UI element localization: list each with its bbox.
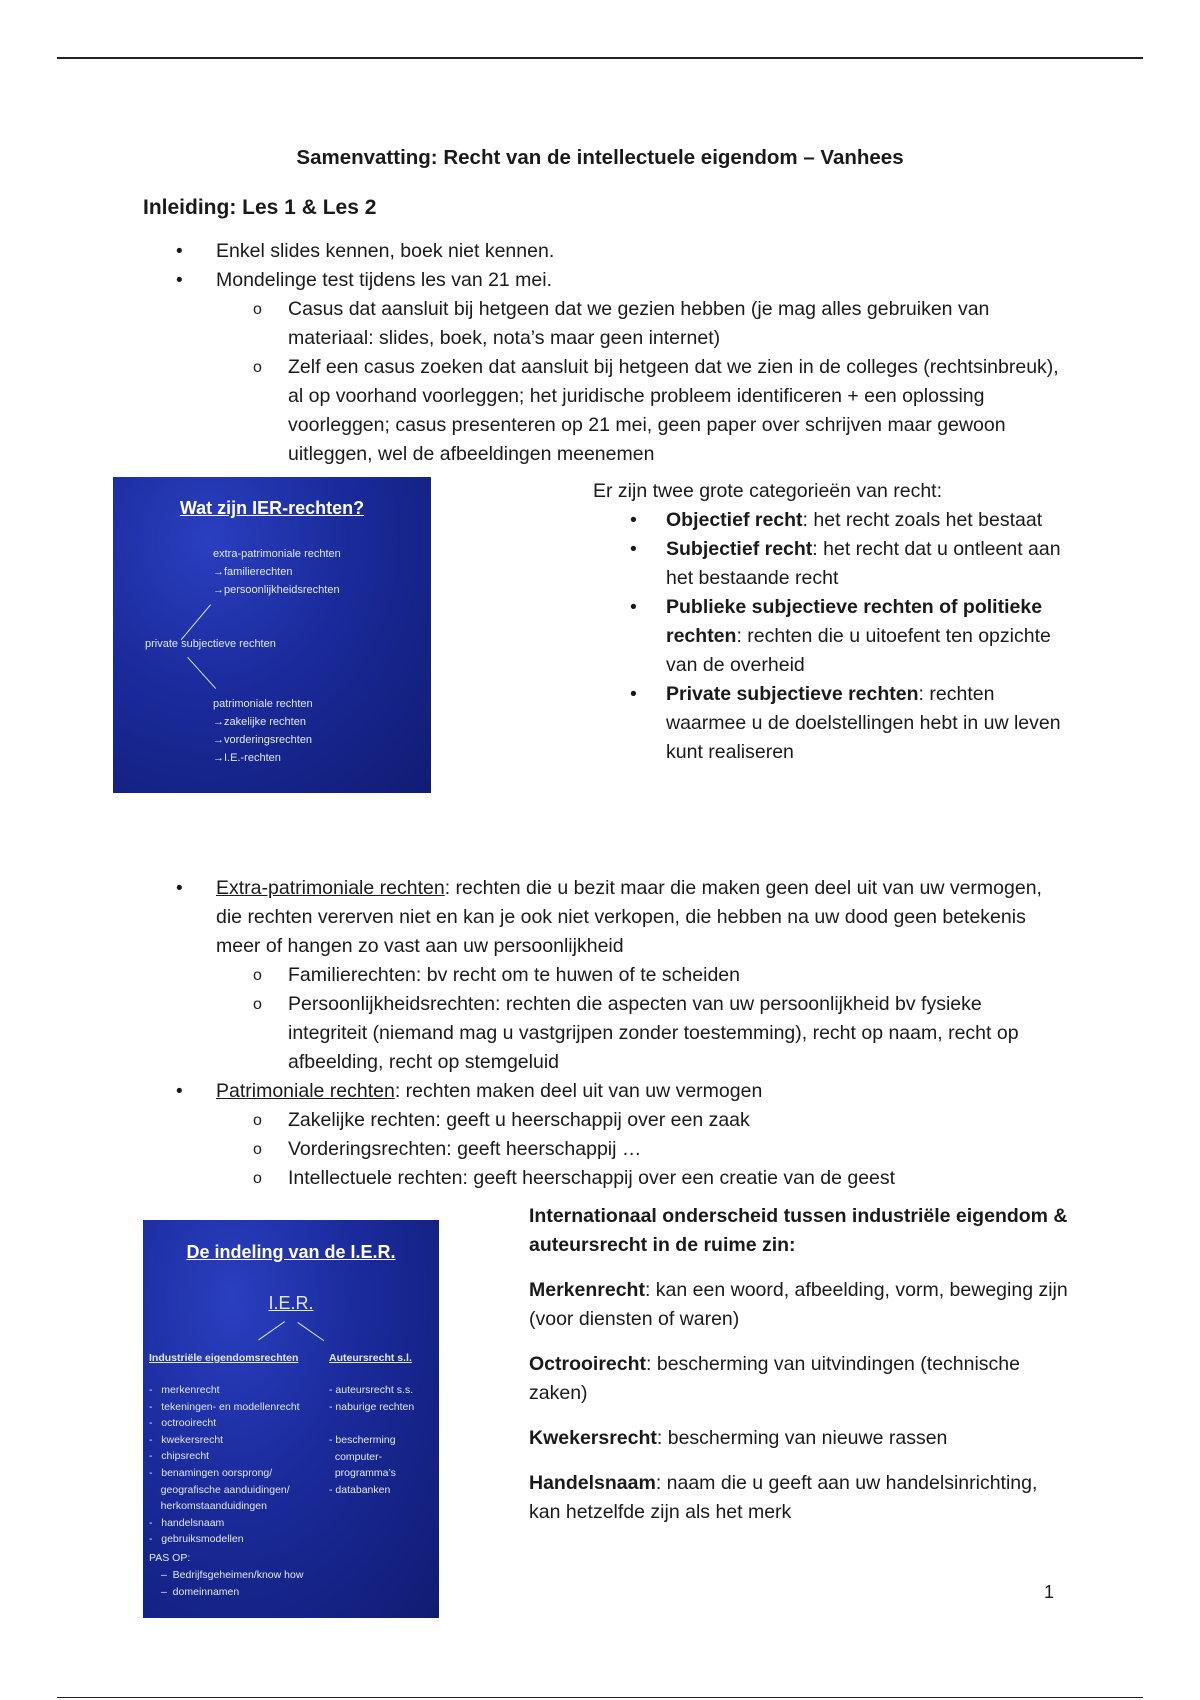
list-item: • Subjectief recht: het recht dat u ontleent aan het bestaande recht [593, 535, 1063, 593]
slide-list-item: - gebruiksmodellen [149, 1533, 244, 1546]
slide-list-item: - octrooirecht [149, 1417, 217, 1430]
slide-connector-line [297, 1322, 324, 1341]
slide-list-item: - merkenrecht [149, 1384, 220, 1396]
paragraph: Merkenrecht: kan een woord, afbeelding, vorm, beweging zijn (voor diensten of waren) [529, 1279, 1068, 1330]
list-item: • Mondelinge test tijdens les van 21 mei. o Casus dat aansluit bij hetgeen dat we gezien hebben (je mag alles gebruiken van materiaal: slides, boek, nota’s maar geen internet) o Zelf een casus zoeken dat aansluit bij hetgeen dat we zien in de colleges (rechtsinbreuk), al op voorhand voorleggen; het juridische probleem identificeren + een oplossing voorleggen; casus presenteren op 21 mei, geen paper over schrijven maar gewoon uitleggen, wel de afbeeldingen meenemen [143, 266, 1063, 469]
sub-list-item: o Zakelijke rechten: geeft u heerschappij over een zaak [216, 1106, 1063, 1135]
sub-list-item: o Zelf een casus zoeken dat aansluit bij hetgeen dat we zien in de colleges (rechtsinbreuk), al op voorhand voorleggen; het juridische probleem identificeren + een oplossing voorleggen; casus presenteren op 21 mei, geen paper over schrijven maar gewoon uitleggen, wel de afbeeldingen meenemen [216, 353, 1063, 469]
intro-list [143, 237, 1063, 469]
slide-text: private subjectieve rechten [145, 638, 276, 650]
slide-col-left-head: Industriële eigendomsrechten [149, 1352, 299, 1364]
slide-col-right-head: Auteursrecht s.l. [329, 1352, 412, 1364]
sub-list-item: o Casus dat aansluit bij hetgeen dat we gezien hebben (je mag alles gebruiken van materiaal: slides, boek, nota’s maar geen internet) [216, 295, 1063, 353]
slide-list-item: - tekeningen- en modellenrecht [149, 1400, 300, 1413]
categories-intro: Er zijn twee grote categorieën van recht: [593, 480, 943, 502]
slide-list-item: - auteursrecht s.s. [329, 1384, 414, 1396]
distinction-heading: Internationaal onderscheid tussen industriële eigendom & auteursrecht in de ruime zin: [529, 1205, 1068, 1256]
sub-list-item: o Persoonlijkheidsrechten: rechten die aspecten van uw persoonlijkheid bv fysieke integriteit (niemand mag u vastgrijpen zonder toestemming), recht op naam, recht op afbeelding, recht op stemgeluid [216, 990, 1063, 1077]
slide-list-item: geografische aanduidingen/ [149, 1483, 290, 1496]
slide-list-item: - databanken [329, 1483, 391, 1496]
slide-list-item: - bescherming [329, 1434, 396, 1446]
law-categories [593, 477, 1063, 767]
slide-connector-line [258, 1321, 285, 1340]
rights-list [143, 874, 1063, 1193]
list-item: • Objectief recht: het recht zoals het bestaat [593, 506, 1063, 535]
sub-list-item: o Vorderingsrechten: geeft heerschappij … [216, 1135, 1063, 1164]
paragraph: Handelsnaam: naam die u geeft aan uw handelsinrichting, kan hetzelfde zijn als het merk [529, 1472, 1038, 1523]
slide-pas-op: PAS OP: [149, 1552, 191, 1564]
slide-list-item: herkomstaanduidingen [149, 1500, 267, 1513]
slide-text: →I.E.-rechten [213, 752, 281, 764]
slide-list-item: – Bedrijfsgeheimen/know how [161, 1569, 304, 1581]
paragraph: Kwekersrecht: bescherming van nieuwe rassen [529, 1427, 948, 1449]
slide-list-item: - handelsnaam [149, 1516, 225, 1529]
slide-text: →zakelijke rechten [213, 716, 306, 728]
section-heading: Inleiding: Les 1 & Les 2 [143, 196, 377, 219]
slide-ier-label: I.E.R. [268, 1293, 314, 1313]
slide-list-item: programma’s [329, 1467, 396, 1480]
slide-list-item: - benamingen oorsprong/ [149, 1467, 273, 1479]
slide-list-item: – domeinnamen [161, 1585, 240, 1598]
slide-text: →vorderingsrechten [213, 734, 313, 746]
slide-list-item: - naburige rechten [329, 1400, 415, 1413]
ie-distinction [529, 1202, 1069, 1543]
list-item: • Private subjectieve rechten: rechten waarmee u de doelstellingen hebt in uw leven kunt realiseren [593, 680, 1063, 767]
list-item: • Patrimoniale rechten: rechten maken deel uit van uw vermogen o Zakelijke rechten: geeft u heerschappij over een zaak o Vorderingsrechten: geeft heerschappij … o Intellectuele rechten: geeft heerschappij over een creatie van de geest [143, 1077, 1063, 1193]
slide-list-item: computer- [329, 1450, 383, 1463]
bottom-rule [57, 1697, 1143, 1698]
list-item: • Extra-patrimoniale rechten: rechten die u bezit maar die maken geen deel uit van uw vermogen, die rechten vererven niet en kan je ook niet verkopen, die hebben na uw dood geen betekenis meer of hangen zo vast aan uw persoonlijkheid o Familierechten: bv recht om te huwen of te scheiden o Persoonlijkheidsrechten: rechten die aspecten van uw persoonlijkheid bv fysieke integriteit (niemand mag u vastgrijpen zonder toestemming), recht op naam, recht op afbeelding, recht op stemgeluid [143, 874, 1063, 1077]
slide-text: →persoonlijkheidsrechten [213, 584, 340, 596]
slide-text: →familierechten [213, 566, 293, 578]
slide-list-item: - chipsrecht [149, 1450, 210, 1463]
slide-title: De indeling van de I.E.R. [186, 1242, 396, 1262]
page-number: 1 [1044, 1582, 1055, 1602]
slide-image-ier-rechten [113, 477, 431, 793]
paragraph: Octrooirecht: bescherming van uitvindingen (technische zaken) [529, 1353, 1020, 1404]
document-title: Samenvatting: Recht van de intellectuele eigendom – Vanhees [296, 146, 904, 169]
sub-list-item: o Intellectuele rechten: geeft heerschappij over een creatie van de geest [216, 1164, 1063, 1193]
slide-image-indeling-ier [143, 1220, 439, 1618]
list-item: • Enkel slides kennen, boek niet kennen. [143, 237, 1063, 266]
sub-list-item: o Familierechten: bv recht om te huwen of te scheiden [216, 961, 1063, 990]
slide-title: Wat zijn IER-rechten? [179, 498, 365, 518]
slide-text: patrimoniale rechten [213, 698, 313, 710]
list-item: • Publieke subjectieve rechten of politieke rechten: rechten die u uitoefent ten opzichte van de overheid [593, 593, 1063, 680]
slide-text: extra-patrimoniale rechten [213, 548, 341, 560]
slide-list-item: - kwekersrecht [149, 1433, 224, 1446]
slide-connector-line [187, 657, 216, 689]
